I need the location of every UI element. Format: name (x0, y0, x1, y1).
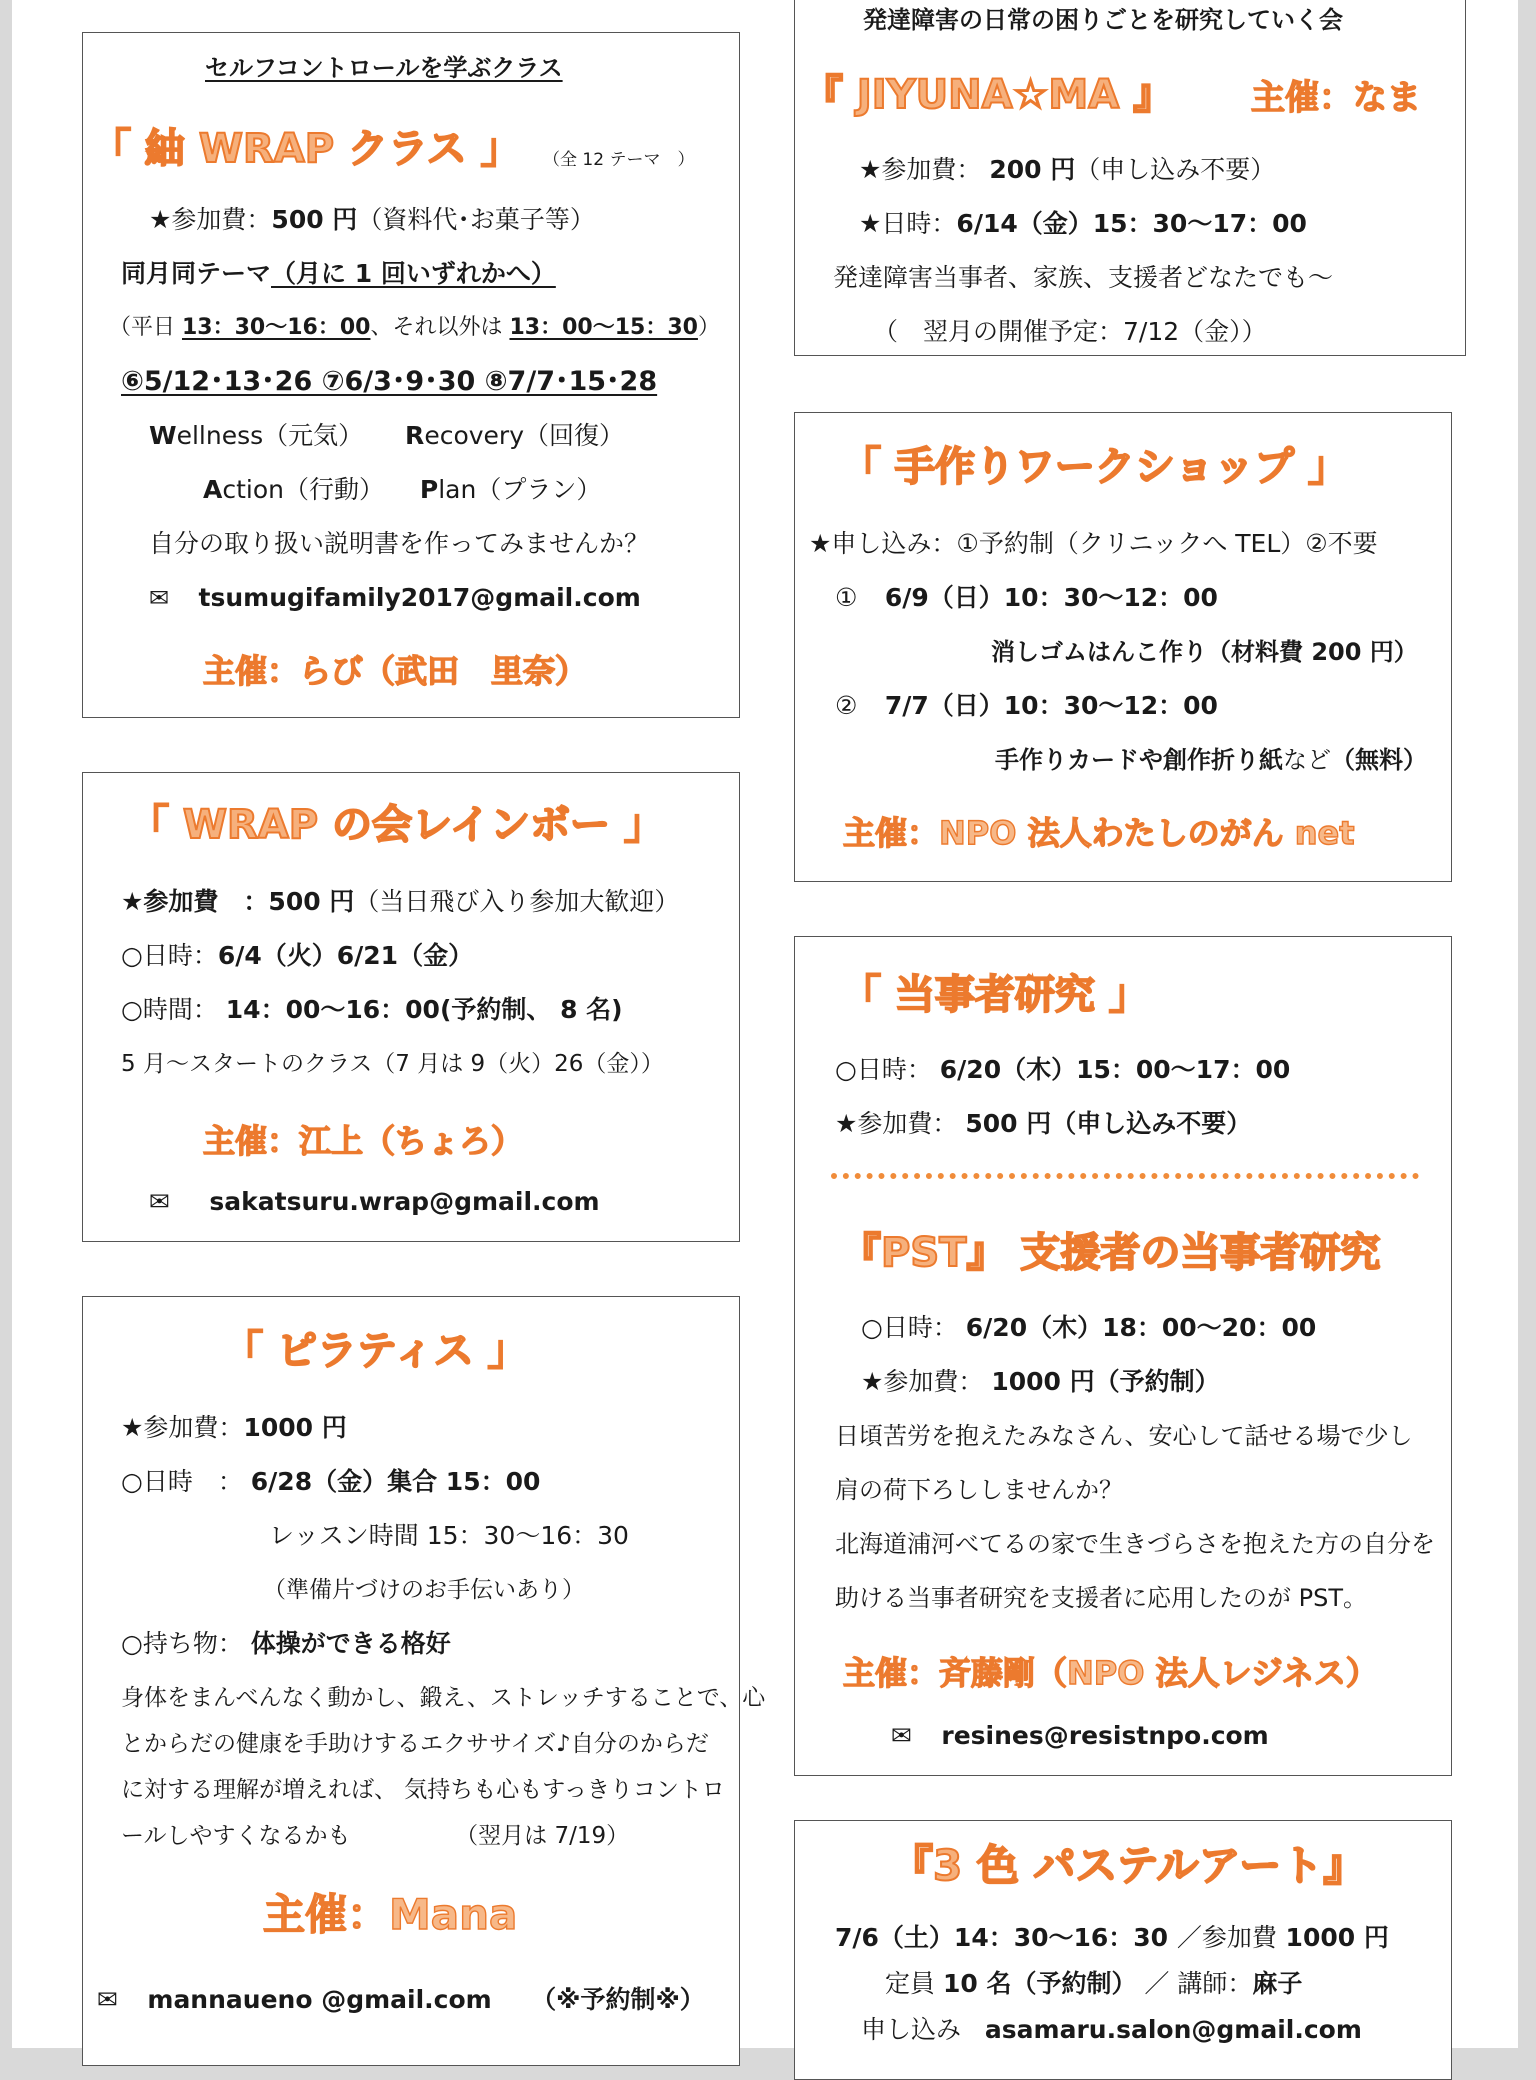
item1-date: 6/9（日）10：30〜12：00 (884, 583, 1218, 612)
jiyunama-header: 発達障害の日常の困りごとを研究していく会 (863, 6, 1343, 34)
pilates-organizer: 主催：Mana (263, 1890, 518, 1939)
pilates-date-value: 6/28（金）集合 15：00 (250, 1467, 541, 1496)
time-suffix: ） (697, 315, 720, 340)
document-page (12, 0, 1518, 2048)
wrap-class-title: 「 紬 WRAP クラス 」 (91, 126, 521, 172)
workshop-item2-desc (995, 743, 1427, 777)
item2-desc-connector: など (1283, 746, 1331, 774)
wrap-class-dates: ⑥5/12･13･26 ⑦6/3･9･30 ⑧7/7･15･28 (121, 366, 658, 397)
item1-number: ① (835, 583, 858, 612)
rainbow-date-label: ○日時： (121, 941, 218, 970)
time-prefix: （平日 (109, 315, 182, 340)
rainbow-time-label: ○時間： (121, 995, 218, 1024)
pastel-cap-label: 定員 (885, 1969, 936, 1998)
rainbow-box (82, 772, 740, 1242)
workshop-apply: ★申し込み：①予約制（クリニックへ TEL）②不要 (809, 529, 1378, 558)
workshop-title: 「 手作りワークショップ 」 (841, 444, 1349, 490)
pst-desc-4: 助ける当事者研究を支援者に応用したのが PST。 (835, 1584, 1367, 1612)
pilates-bring-label: ○持ち物： (121, 1629, 243, 1658)
envelope-icon: ✉ (891, 1721, 912, 1750)
pastel-teacher-label: ／ 講師： (1144, 1969, 1253, 1998)
pilates-prep: （準備片づけのお手伝いあり） (263, 1577, 585, 1603)
pilates-reserve: （※予約制※） (531, 1985, 705, 2014)
research-title: 「 当事者研究 」 (841, 972, 1149, 1018)
pastel-apply-label: 申し込み (861, 2015, 962, 2044)
rainbow-fee (121, 885, 679, 919)
jiyunama-date (859, 207, 1307, 241)
rainbow-email-row (149, 1185, 600, 1219)
pilates-next: （翌月は 7/19） (455, 1823, 630, 1849)
rainbow-time-value: 14：00〜16：00(予約制、 8 名) (225, 995, 623, 1024)
wrap-class-title-note: （全 12 テーマ ） (543, 150, 695, 170)
pst-fee-value: 1000 円（予約制） (991, 1367, 1220, 1396)
wrap-class-box (82, 32, 740, 718)
wrap-class-invite: 自分の取り扱い説明書を作ってみませんか？ (149, 529, 650, 558)
workshop-item1 (835, 581, 1218, 615)
weekday-time: 13：30〜16：00 (182, 315, 371, 340)
rainbow-date (121, 939, 473, 973)
pastel-fee-label: ／参加費 (1176, 1923, 1277, 1952)
rainbow-time (121, 993, 623, 1027)
jiyunama-title: 『 JIYUNA☆MA 』 (803, 72, 1174, 118)
pilates-desc-4 (121, 1819, 629, 1853)
research-fee (835, 1107, 1251, 1141)
wrap-class-fee-label: ★参加費： (149, 205, 272, 234)
item2-date: 7/7（日）10：30〜12：00 (884, 691, 1218, 720)
pilates-lesson: レッスン時間 15：30〜16：30 (269, 1521, 629, 1550)
research-box (794, 936, 1452, 1776)
envelope-icon: ✉ (97, 1985, 118, 2014)
pilates-desc-4-text: ールしやすくなるかも (121, 1823, 351, 1849)
jiyunama-fee (859, 153, 1275, 187)
recovery-word: ecovery（回復） (424, 421, 624, 450)
jiyunama-box (794, 0, 1466, 356)
rainbow-organizer: 主催：江上（ちょろ） (203, 1122, 524, 1160)
pst-title: 『PST』 支援者の当事者研究 (841, 1230, 1381, 1276)
pst-date-label: ○日時： (861, 1313, 958, 1342)
pilates-bring (121, 1627, 451, 1661)
wellness-word: ellness（元気） (176, 421, 364, 450)
pst-desc-3: 北海道浦河べてるの家で生きづらさを抱えた方の自分を (835, 1530, 1435, 1558)
pastel-date: 7/6（土）14：30〜16：30 (835, 1923, 1169, 1952)
action-initial: A (203, 475, 223, 504)
workshop-item2 (835, 689, 1218, 723)
item2-number: ② (835, 691, 858, 720)
rainbow-fee-value: 500 円 (268, 887, 355, 916)
pst-fee-label: ★参加費： (861, 1367, 984, 1396)
wrap-class-times (109, 311, 720, 345)
wrap-class-fee (149, 203, 595, 237)
workshop-box (794, 412, 1452, 882)
action-word: ction（行動） (222, 475, 384, 504)
wrap-class-theme-note: （月に 1 回いずれかへ） (271, 259, 556, 288)
pilates-box (82, 1296, 766, 2066)
wellness-initial: W (149, 421, 177, 450)
wrap-class-theme-prefix: 同月同テーマ (121, 259, 272, 288)
pilates-bring-value: 体操ができる格好 (250, 1629, 451, 1658)
envelope-icon: ✉ (149, 1187, 170, 1216)
other-time: 13：00〜15：30 (509, 315, 698, 340)
pilates-date-label: ○日時 ： (121, 1467, 243, 1496)
pastel-line2 (885, 1967, 1302, 2001)
pastel-box (794, 1820, 1452, 2080)
jiyunama-fee-value: 200 円 (989, 155, 1076, 184)
research-fee-label: ★参加費： (835, 1109, 958, 1138)
research-date-value: 6/20（木）15：00〜17：00 (939, 1055, 1291, 1084)
research-date-label: ○日時： (835, 1055, 932, 1084)
pst-desc-1: 日頃苦労を抱えたみなさん、安心して話せる場で少し (835, 1422, 1413, 1450)
wrap-class-organizer: 主催：らび（武田 里奈） (203, 652, 588, 690)
pastel-teacher-value: 麻子 (1252, 1969, 1303, 1998)
item2-desc-fee: （無料） (1331, 746, 1427, 774)
rainbow-title: 「 WRAP の会レインボー 」 (129, 802, 664, 848)
plan-word: lan（プラン） (438, 475, 602, 504)
pilates-date (121, 1465, 540, 1499)
rainbow-date-value: 6/4（火）6/21（金） (217, 941, 474, 970)
wrap-class-header: セルフコントロールを学ぶクラス (205, 54, 563, 82)
pilates-email[interactable]: mannaueno @gmail.com (147, 1985, 492, 2014)
wrap-class-fee-note: （資料代･お菓子等） (357, 205, 595, 234)
time-other-prefix: 、それ以外は (370, 315, 510, 340)
pastel-line3 (861, 2013, 1362, 2047)
research-date (835, 1053, 1290, 1087)
pilates-fee (121, 1411, 347, 1445)
research-fee-value: 500 円（申し込み不要） (965, 1109, 1252, 1138)
jiyunama-organizer: 主催：なま (1251, 78, 1421, 118)
rainbow-email[interactable]: sakatsuru.wrap@gmail.com (209, 1187, 600, 1216)
pastel-title: 『3 色 パステルアート』 (891, 1841, 1366, 1890)
pst-date-value: 6/20（木）18：00〜20：00 (965, 1313, 1317, 1342)
workshop-organizer: 主催：NPO 法人わたしのがん net (843, 814, 1355, 852)
research-email[interactable]: resines@resistnpo.com (941, 1721, 1269, 1750)
item2-desc-main: 手作りカードや創作折り紙 (995, 746, 1283, 774)
research-organizer: 主催：斉藤剛（NPO 法人レジネス） (843, 1654, 1378, 1692)
pilates-title: 「 ピラティス 」 (223, 1328, 528, 1374)
plan-initial: P (419, 475, 439, 504)
rainbow-fee-label: ★参加費 ： (121, 887, 269, 916)
rainbow-fee-note: （当日飛び入り参加大歓迎） (354, 887, 680, 916)
envelope-icon: ✉ (149, 584, 170, 612)
research-email-row (891, 1719, 1269, 1753)
jiyunama-date-value: 6/14（金）15：30〜17：00 (956, 209, 1307, 238)
pst-fee (861, 1365, 1220, 1399)
pastel-cap-value: 10 名（予約制） (942, 1969, 1137, 1998)
wrap-class-email-row (149, 581, 641, 615)
pilates-fee-label: ★参加費： (121, 1413, 244, 1442)
recovery-initial: R (405, 421, 425, 450)
pst-desc-2: 肩の荷下ろししませんか？ (835, 1476, 1123, 1504)
pst-date (861, 1311, 1316, 1345)
wrap-class-theme (121, 257, 556, 291)
pilates-desc-1: 身体をまんべんなく動かし、鍛え、ストレッチすることで、心 (121, 1685, 766, 1711)
pilates-desc-3: に対する理解が増えれば、 気持ちも心もすっきりコントロ (121, 1777, 725, 1803)
pilates-fee-value: 1000 円 (243, 1413, 347, 1442)
dotted-divider (831, 1173, 1419, 1179)
rainbow-start-note: 5 月〜スタートのクラス（7 月は 9（火）26（金）） (121, 1051, 664, 1077)
jiyunama-target: 発達障害当事者、家族、支援者どなたでも〜 (833, 263, 1334, 292)
jiyunama-fee-label: ★参加費： (859, 155, 982, 184)
jiyunama-fee-note: （申し込み不要） (1075, 155, 1276, 184)
workshop-item1-desc: 消しゴムはんこ作り（材料費 200 円） (991, 638, 1418, 666)
wrap-class-email[interactable]: tsumugifamily2017@gmail.com (198, 583, 641, 612)
jiyunama-date-label: ★日時： (859, 209, 957, 238)
pastel-email[interactable]: asamaru.salon@gmail.com (984, 2015, 1362, 2044)
pastel-line1 (835, 1921, 1389, 1955)
wrap-class-wr (149, 419, 624, 453)
pilates-desc-2: とからだの健康を手助けするエクササイズ♪自分のからだ (121, 1731, 709, 1757)
jiyunama-next: （ 翌月の開催予定：7/12（金）） (873, 317, 1267, 346)
pastel-fee-value: 1000 円 (1285, 1923, 1389, 1952)
wrap-class-fee-value: 500 円 (271, 205, 358, 234)
wrap-class-ap (203, 473, 601, 507)
pilates-email-row (97, 1983, 705, 2017)
